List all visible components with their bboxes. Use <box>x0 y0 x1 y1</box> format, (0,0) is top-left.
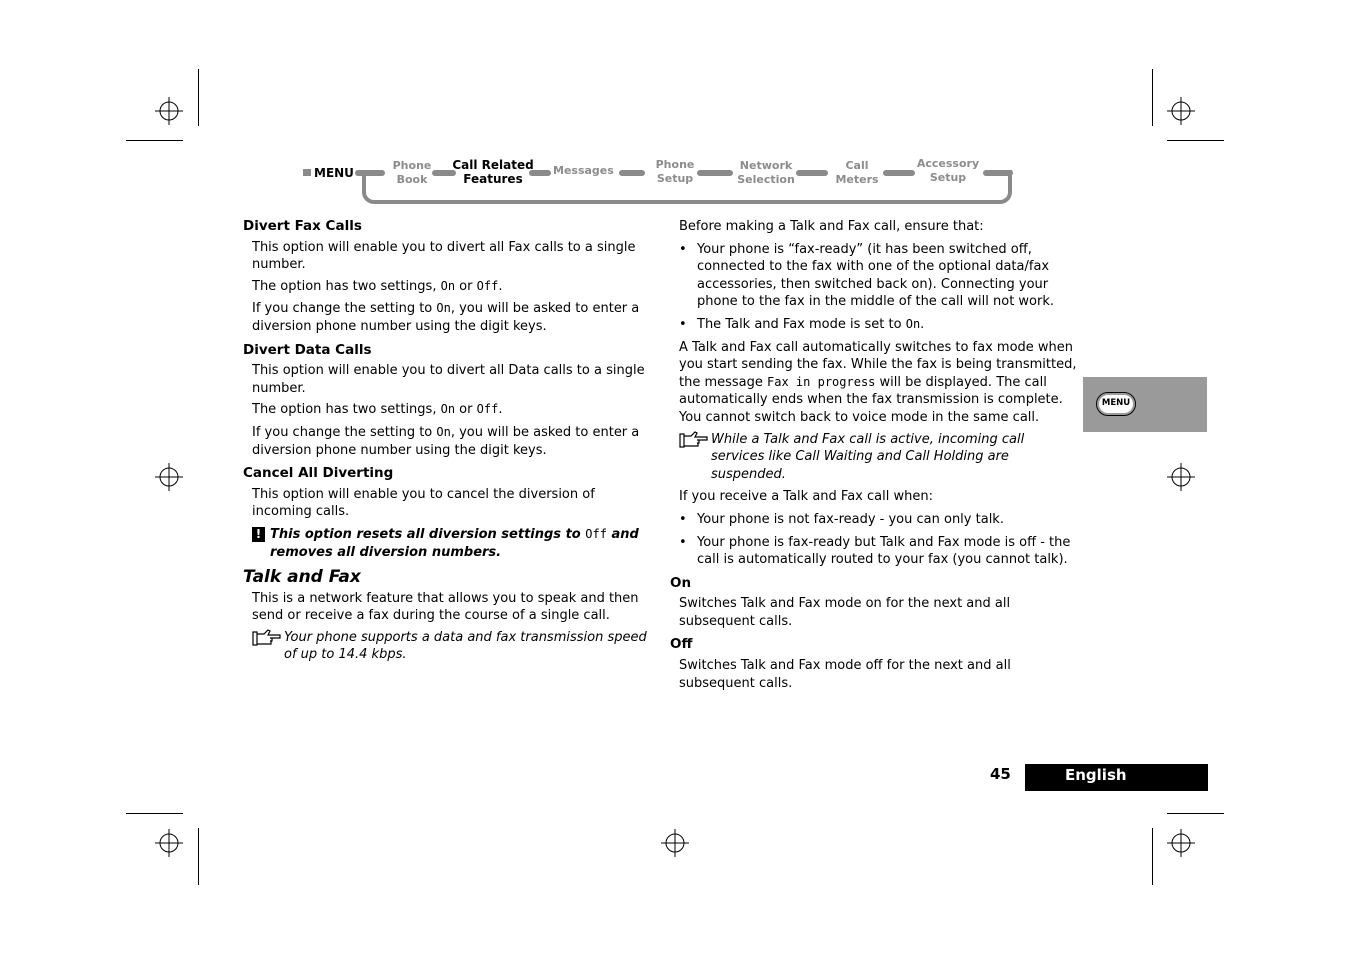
right-column <box>670 218 1080 692</box>
paragraph: The option has two settings, On or Off. <box>252 278 503 294</box>
nav-connector <box>796 170 828 176</box>
crop-mark <box>1167 813 1224 814</box>
nav-item-accessory-setup[interactable]: Accessory Setup <box>916 157 980 184</box>
nav-item-messages[interactable]: Messages <box>553 164 614 177</box>
list-item: • Your phone is fax-ready but Talk and Fax mode is off - the call is automatically routed to your fax (you cannot talk). <box>679 534 1080 569</box>
warning-icon: ! <box>252 527 265 542</box>
section-heading: Divert Fax Calls <box>243 218 362 234</box>
nav-connector <box>983 170 1013 176</box>
crop-mark <box>198 828 199 885</box>
pointing-hand-icon <box>252 628 282 648</box>
section-heading: On <box>670 574 692 591</box>
registration-mark-icon <box>1167 97 1195 125</box>
paragraph: A Talk and Fax call automatically switches to fax mode when you start sending the fax. While the fax is being transmitted, the message Fax in progress will be displayed. The call automatically ends when the fax transmission is complete. You cannot switch back to voice mode in the same call. <box>679 339 1077 425</box>
section-heading: Cancel All Diverting <box>243 465 394 482</box>
registration-mark-icon <box>155 463 183 491</box>
section-heading: Off <box>670 636 693 653</box>
registration-mark-icon <box>661 829 689 857</box>
crop-mark <box>126 813 183 814</box>
nav-item-phone-book[interactable]: Phone Book <box>392 159 432 186</box>
crop-mark <box>126 140 183 141</box>
pointing-hand-icon <box>679 430 709 450</box>
crop-mark <box>1152 828 1153 885</box>
paragraph: This option will enable you to divert all Data calls to a single number. <box>252 363 645 396</box>
left-column <box>243 218 653 664</box>
paragraph: If you change the setting to On, you will be asked to enter a diversion phone number using the digit keys. <box>252 301 640 334</box>
warning-note: ! This option resets all diversion settings to Off and removes all diversion numbers. <box>252 526 653 561</box>
crop-mark <box>1152 69 1153 126</box>
paragraph: This is a network feature that allows you to speak and then send or receive a fax during the course of a single call. <box>252 590 639 624</box>
menu-label: MENU <box>303 166 354 180</box>
registration-mark-icon <box>1167 829 1195 857</box>
menu-key-icon: MENU <box>1096 392 1136 416</box>
paragraph: If you receive a Talk and Fax call when: <box>679 489 933 505</box>
paragraph: This option will enable you to divert all Fax calls to a single number. <box>252 239 636 273</box>
registration-mark-icon <box>155 829 183 857</box>
list-item: • Your phone is “fax-ready” (it has been switched off, connected to the fax with one of the optional data/fax accessories, then switched back on). Connecting your phone to the fax in the middle of the call will not work. <box>679 241 1080 311</box>
paragraph: This option will enable you to cancel the diversion of incoming calls. <box>252 486 595 520</box>
paragraph: Switches Talk and Fax mode on for the next and all subsequent calls. <box>679 596 1011 629</box>
info-note: Your phone supports a data and fax transmission speed of up to 14.4 kbps. <box>252 629 653 664</box>
crop-mark <box>1167 140 1224 141</box>
nav-item-phone-setup[interactable]: Phone Setup <box>655 158 695 185</box>
list-item: • The Talk and Fax mode is set to On. <box>679 316 1080 334</box>
registration-mark-icon <box>1167 463 1195 491</box>
registration-mark-icon <box>155 97 183 125</box>
paragraph: The option has two settings, On or Off. <box>252 402 503 418</box>
nav-connector <box>619 170 645 176</box>
list-item: • Your phone is not fax-ready - you can only talk. <box>679 511 1080 529</box>
nav-connector <box>697 170 733 176</box>
nav-connector <box>883 170 915 176</box>
section-heading: Divert Data Calls <box>243 341 372 358</box>
language-label: English <box>1025 764 1208 791</box>
paragraph: If you change the setting to On, you will be asked to enter a diversion phone number using the digit keys. <box>252 424 640 458</box>
info-note: While a Talk and Fax call is active, incoming call services like Call Waiting and Call Holding are suspended. <box>679 431 1080 484</box>
nav-connector <box>355 170 385 176</box>
nav-item-call-meters[interactable]: Call Meters <box>835 159 879 186</box>
section-title: Talk and Fax <box>243 567 361 588</box>
page-number: 45 <box>990 765 1011 783</box>
paragraph: Switches Talk and Fax mode off for the next and all subsequent calls. <box>679 658 1011 691</box>
nav-item-call-related-features[interactable]: Call Related Features <box>452 158 534 186</box>
nav-item-network-selection[interactable]: Network Selection <box>737 159 795 186</box>
paragraph: Before making a Talk and Fax call, ensure that: <box>679 219 984 234</box>
crop-mark <box>198 69 199 126</box>
